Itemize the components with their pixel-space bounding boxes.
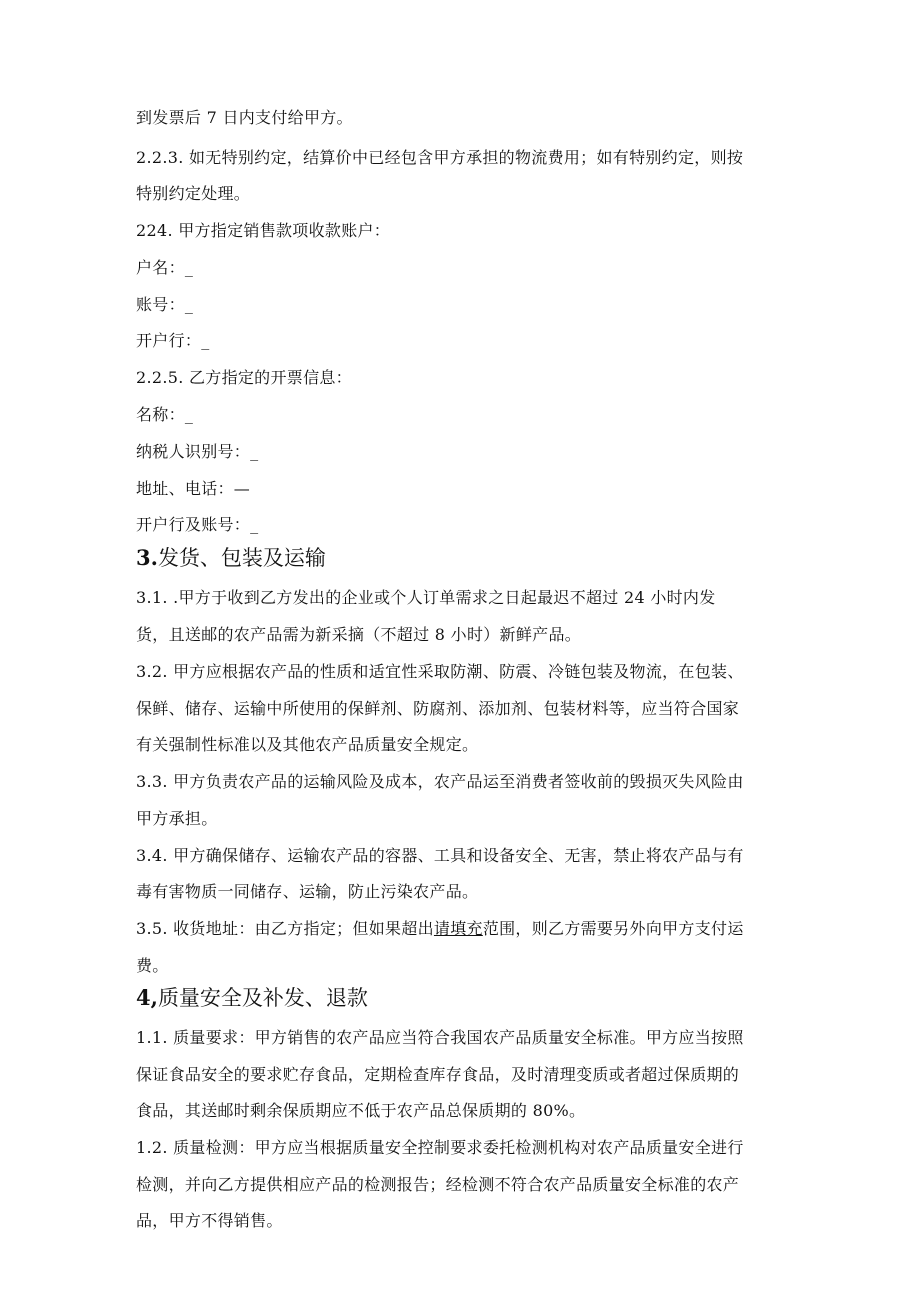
text-line: 3.4. 甲方确保储存、运输农产品的容器、工具和设备安全、无害，禁止将农产品与有 (136, 846, 744, 865)
text-line: 3.2. 甲方应根据农产品的性质和适宜性采取防潮、防震、冷链包装及物流，在包装、 (136, 662, 744, 681)
section-number: 3. (136, 545, 158, 570)
text-line: 检测，并向乙方提供相应产品的检测报告；经检测不符合农产品质量安全标准的农产 (136, 1175, 740, 1194)
text-line: 到发票后 7 日内支付给甲方。 (136, 108, 353, 127)
taxpayer-id-field: 纳税人识别号：_ (136, 442, 259, 461)
text-line: 2.2.5. 乙方指定的开票信息： (136, 368, 352, 387)
invoice-name-field: 名称：_ (136, 405, 194, 424)
text-line: 品，甲方不得销售。 (136, 1211, 283, 1230)
text-line: 3.1. .甲方于收到乙方发出的企业或个人订单需求之日起最迟不超过 24 小时内发 (136, 588, 716, 607)
section-title: 质量安全及补发、退款 (157, 986, 368, 1010)
text-line: 毒有害物质一同储存、运输，防止污染农产品。 (136, 882, 479, 901)
text-line: 3.3. 甲方负责农产品的运输风险及成本，农产品运至消费者签收前的毁损灭失风险由 (136, 772, 744, 791)
account-number-field: 账号：_ (136, 295, 194, 314)
text-line: 费。 (136, 956, 169, 975)
section-heading-4 (136, 985, 368, 1011)
section-title: 发货、包装及运输 (157, 546, 326, 570)
text-line: 食品，其送邮时剩余保质期应不低于农产品总保质期的 80%。 (136, 1101, 586, 1120)
account-name-field: 户名：_ (136, 258, 194, 277)
text-line: 2.2.3. 如无特别约定，结算价中已经包含甲方承担的物流费用；如有特别约定，则按 (136, 148, 744, 167)
bank-field: 开户行：_ (136, 331, 210, 350)
bank-account-field: 开户行及账号：_ (136, 515, 259, 534)
text-line: 货，且送邮的农产品需为新采摘（不超过 8 小时）新鲜产品。 (136, 625, 582, 644)
delivery-address-line: 3.5. 收货地址：由乙方指定；但如果超出请填充范围，则乙方需要另外向甲方支付运 (136, 919, 744, 938)
text-line: 特别约定处理。 (136, 184, 251, 203)
text-line: 有关强制性标准以及其他农产品质量安全规定。 (136, 735, 479, 754)
text-line: 甲方承担。 (136, 809, 218, 828)
text-line: 保证食品安全的要求贮存食品，定期检查库存食品，及时清理变质或者超过保质期的 (136, 1065, 740, 1084)
text-line: 保鲜、储存、运输中所使用的保鲜剂、防腐剂、添加剂、包装材料等，应当符合国家 (136, 699, 740, 718)
address-phone-field: 地址、电话：— (136, 479, 251, 498)
fill-in-placeholder: 请填充 (433, 919, 483, 938)
section-heading-3 (136, 545, 326, 571)
text-line: 1.2. 质量检测：甲方应当根据质量安全控制要求委托检测机构对农产品质量安全进行 (136, 1138, 744, 1157)
text-line: 1.1. 质量要求：甲方销售的农产品应当符合我国农产品质量安全标准。甲方应当按照 (136, 1028, 744, 1047)
text-line: 224. 甲方指定销售款项收款账户： (136, 221, 391, 240)
section-number: 4, (136, 985, 158, 1010)
